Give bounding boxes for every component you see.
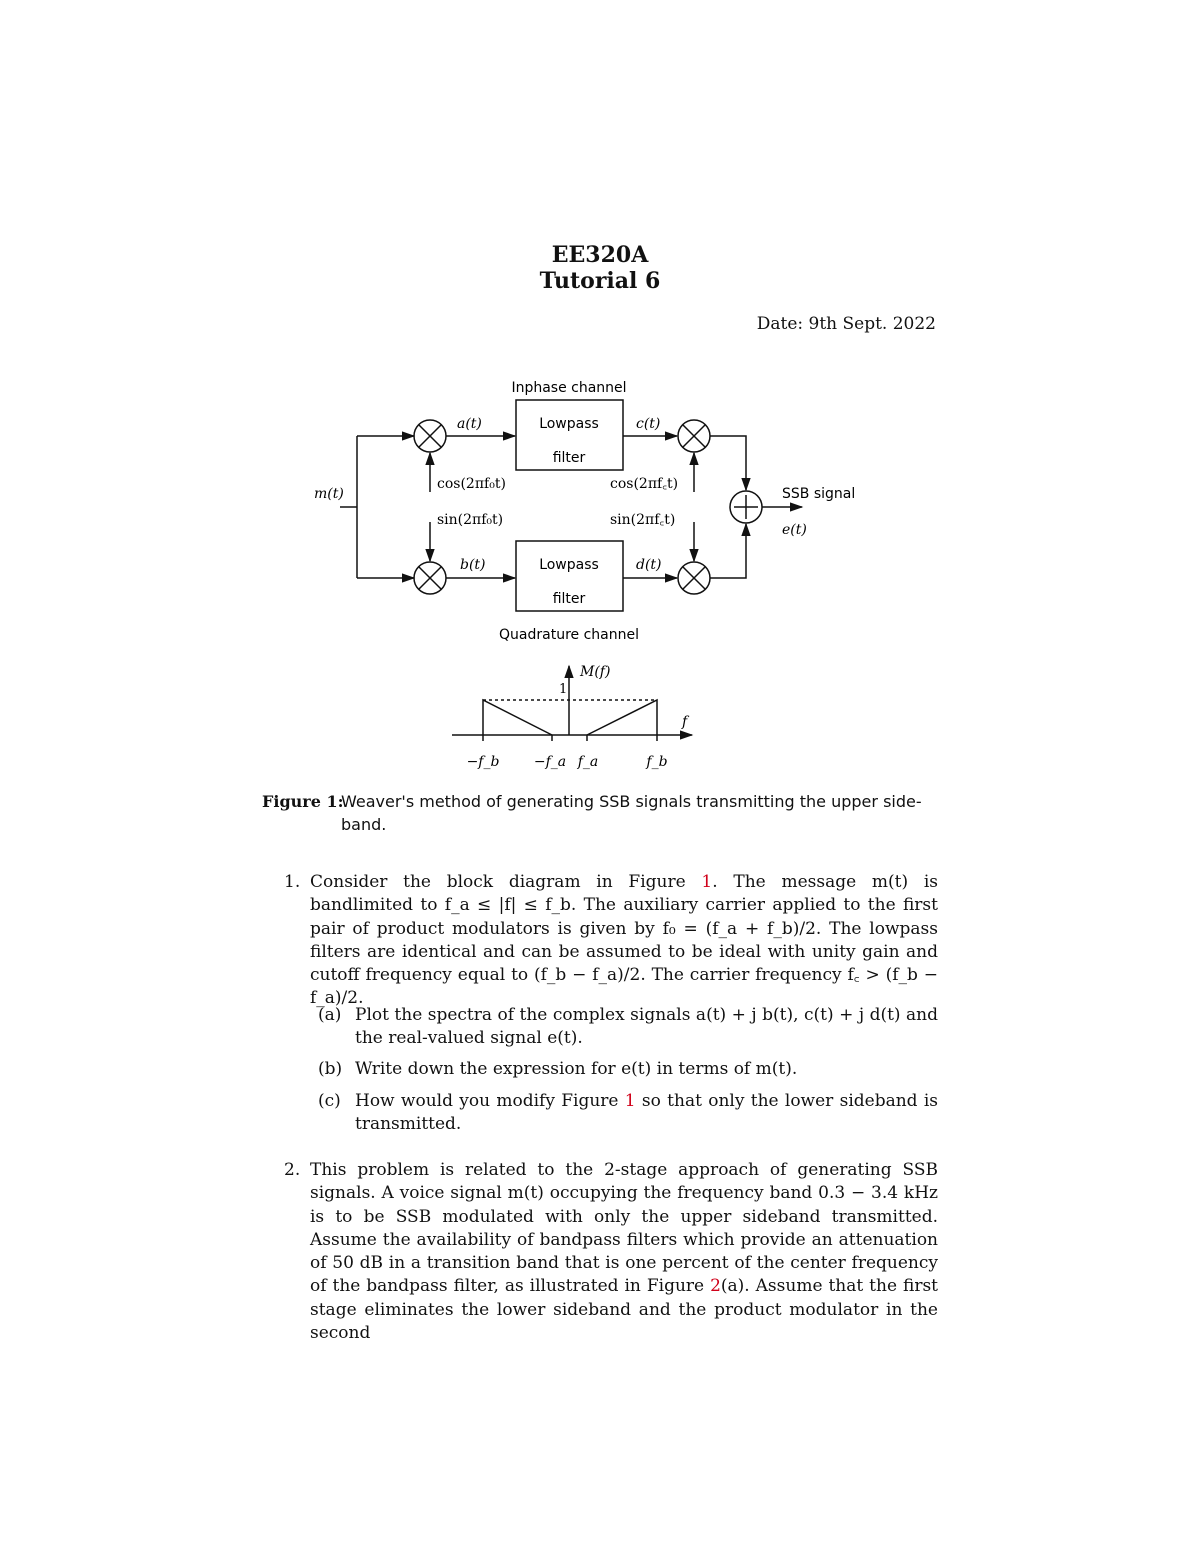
problem-1b-text: Write down the expression for e(t) in terms of m(t).: [355, 1059, 798, 1079]
spectrum-f-label: f: [682, 714, 688, 730]
tick-label-fb: f_b: [646, 754, 668, 770]
problem-1: [286, 871, 938, 1011]
problem-1b-label: (b): [318, 1059, 343, 1079]
spectrum-m-label: M(f): [580, 664, 611, 680]
input-m-label: m(t): [314, 486, 344, 502]
problem-1-number: 1.: [284, 872, 301, 892]
cos-f0-label: cos(2πf₀t): [437, 476, 506, 492]
mixer-4-icon: [678, 562, 710, 594]
quadrature-channel-label: Quadrature channel: [499, 627, 639, 643]
spectrum-neg-band: [483, 700, 552, 735]
tick-label-neg-fb: −f_b: [466, 754, 500, 770]
spectrum-peak-label: 1: [559, 682, 568, 697]
caption-text: Weaver's method of generating SSB signals transmitting the upper side-band.: [341, 792, 922, 834]
mixer-2-icon: [414, 562, 446, 594]
inphase-channel-label: Inphase channel: [511, 380, 627, 396]
problem-2-number: 2.: [284, 1160, 301, 1180]
d-label: d(t): [636, 557, 662, 573]
sin-f0-label: sin(2πf₀t): [437, 512, 504, 528]
figure-1-ref[interactable]: 1: [701, 872, 713, 892]
document-title: EE320A: [551, 242, 649, 268]
e-label: e(t): [782, 522, 807, 538]
mixer-4-to-sum-line: [710, 524, 746, 578]
problem-1a-text: Plot the spectra of the complex signals a(t) + j b(t), c(t) + j d(t) and the real-valued signal e(t).: [355, 1005, 938, 1049]
ssb-signal-label: SSB signal: [782, 486, 856, 502]
b-label: b(t): [460, 557, 486, 573]
lpf-inphase-label-1: Lowpass: [539, 416, 599, 432]
problem-2: [286, 1159, 938, 1345]
problem-1c-label: (c): [318, 1091, 341, 1111]
problem-1-text: Consider the block diagram in Figure 1. The message m(t) is bandlimited to f_a ≤ |f| ≤ f_b. The auxiliary carrier applied to the first pair of product modulators is given by f₀ = (f_a + f_b)/2. The lowpass filters are identical and can be assumed to be ideal with unity gain and cutoff frequency equal to (f_b − f_a)/2. The carrier frequency f꜀ > (f_b − f_a)/2.: [310, 872, 939, 1009]
lpf-quadrature-label-1: Lowpass: [539, 557, 599, 573]
date-line: Date: 9th Sept. 2022: [756, 314, 936, 334]
tutorial-title: Tutorial 6: [539, 268, 661, 294]
problem-1a-label: (a): [318, 1005, 342, 1025]
tick-label-neg-fa: −f_a: [533, 754, 567, 770]
a-label: a(t): [457, 416, 482, 432]
mixer-1-icon: [414, 420, 446, 452]
mixer-3-to-sum-line: [710, 436, 746, 490]
sin-fc-label: sin(2πf꜀t): [610, 512, 676, 528]
spectrum-pos-band: [587, 700, 657, 735]
lpf-quadrature-label-2: filter: [552, 591, 586, 607]
problem-2-text: This problem is related to the 2-stage approach of generating SSB signals. A voice signal m(t) occupying the frequency band 0.3 − 3.4 kHz is to be SSB modulated with only the upper sideband transmitted. Assume the availability of bandpass filters which provide an attenuation of 50 dB in a transition band that is one percent of the center frequency of the bandpass filter, as illustrated in Figure 2(a). Assume that the first stage eliminates the lower sideband and the product modulator in the second: [310, 1160, 939, 1344]
lpf-inphase-label-2: filter: [552, 450, 586, 466]
problem-1c-text: How would you modify Figure 1 so that only the lower sideband is transmitted.: [355, 1091, 939, 1135]
summer-icon: [730, 491, 762, 523]
tick-label-fa: f_a: [577, 754, 599, 770]
mixer-3-icon: [678, 420, 710, 452]
c-label: c(t): [636, 416, 661, 432]
cos-fc-label: cos(2πf꜀t): [610, 476, 679, 492]
figure-2-ref[interactable]: 2: [710, 1276, 721, 1297]
figure-1-ref-2[interactable]: 1: [624, 1091, 636, 1111]
caption-label: Figure 1:: [262, 792, 344, 811]
